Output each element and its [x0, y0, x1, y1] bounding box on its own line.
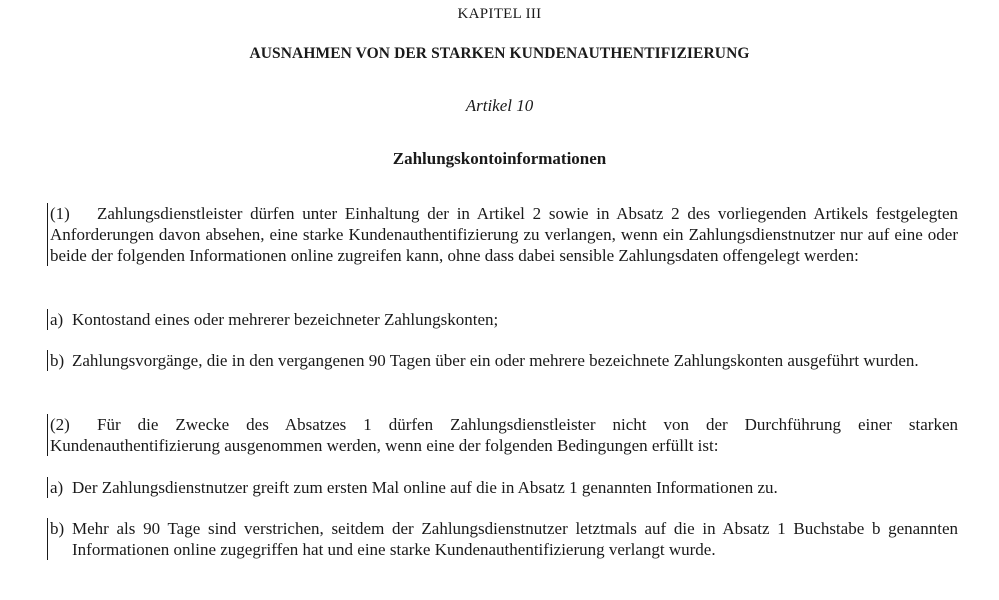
- article-heading: Artikel 10: [465, 96, 534, 115]
- paragraph-number: (2): [50, 415, 70, 434]
- item-text: Kontostand eines oder mehrerer bezeichneter Zahlungskonten;: [72, 310, 499, 329]
- article-title: Zahlungskontoinformationen: [392, 149, 607, 168]
- paragraph-text: Zahlungsdienstleister dürfen unter Einhaltung der in Artikel 2 sowie in Absatz 2 des vorliegenden Artikels festgelegten Anforderungen davon absehen, eine starke Kundenauthentifizierung zu verlangen, wenn ein Zahlungsdienstnutzer nur auf eine oder beide der folgenden Informationen online zugreifen kann, ohne dass dabei sensible Zahlungsdaten offengelegt werden:: [50, 204, 958, 265]
- paragraph-number: (1): [50, 204, 70, 223]
- item-label: a): [50, 310, 64, 329]
- item-label: b): [50, 351, 65, 370]
- list-item: [47, 350, 958, 371]
- chapter-title: AUSNAHMEN VON DER STARKEN KUNDENAUTHENTIFIZIERUNG: [249, 45, 750, 62]
- paragraph-2: [47, 414, 958, 456]
- paragraph-1: [47, 203, 958, 266]
- item-text: Zahlungsvorgänge, die in den vergangenen 90 Tagen über ein oder mehrere bezeichnete Zahlungskonten ausgeführt wurden.: [72, 351, 919, 370]
- chapter-heading: KAPITEL III: [457, 6, 542, 22]
- item-label: a): [50, 478, 64, 497]
- item-label: b): [50, 519, 65, 538]
- list-item: [47, 309, 958, 330]
- list-item: [47, 518, 958, 560]
- paragraph-text: Für die Zwecke des Absatzes 1 dürfen Zahlungsdienstleister nicht von der Durchführung einer starken Kundenauthentifizierung ausgenommen werden, wenn eine der folgenden Bedingungen erfüllt ist:: [50, 415, 958, 455]
- item-text: Der Zahlungsdienstnutzer greift zum ersten Mal online auf die in Absatz 1 genannten Informationen zu.: [72, 478, 778, 497]
- list-item: [47, 477, 958, 498]
- item-text: Mehr als 90 Tage sind verstrichen, seitdem der Zahlungsdienstnutzer letztmals auf die in Absatz 1 Buchstabe b genannten Informationen online zugegriffen hat und eine starke Kundenauthentifizierung verlangt wurde.: [72, 519, 958, 559]
